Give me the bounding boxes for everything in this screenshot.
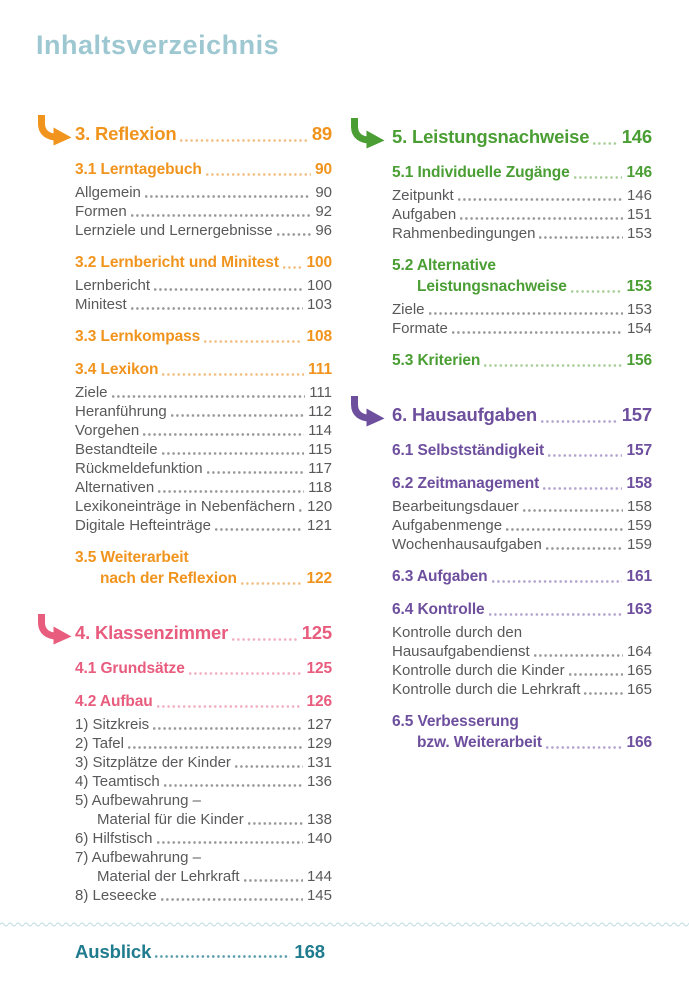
- entry-page: 153: [626, 278, 652, 295]
- toc-entry: [75, 276, 332, 295]
- entry-label: Wochenhausaufgaben: [392, 536, 542, 553]
- entry-page: 146: [626, 187, 652, 204]
- entry-label: 3.2 Lernbericht und Minitest: [75, 254, 279, 271]
- entry-label: Bearbeitungsdauer: [392, 498, 519, 515]
- dot-leader: [277, 232, 312, 237]
- dot-leader: [523, 508, 623, 513]
- dot-leader: [235, 764, 303, 769]
- toc-entry: [75, 478, 332, 497]
- entry-label: 3) Sitzplätze der Kinder: [75, 754, 231, 771]
- entry-label: 4. Klassenzimmer: [75, 622, 229, 643]
- entry-label: 3.5 Weiterarbeit: [75, 549, 189, 566]
- entry-page: 153: [626, 301, 652, 318]
- dot-leader: [189, 671, 303, 676]
- entry-label: Bestandteile: [75, 441, 158, 458]
- dot-leader: [569, 672, 623, 677]
- dot-leader: [546, 745, 623, 750]
- curved-arrow-icon: [35, 614, 72, 645]
- entry-page: 163: [626, 601, 652, 618]
- dot-leader: [539, 235, 623, 240]
- toc-entry-2line: [75, 791, 332, 829]
- entry-label: Allgemein: [75, 184, 141, 201]
- entry-label: Lernbericht: [75, 277, 151, 294]
- entry-page: 112: [308, 403, 332, 420]
- dot-leader: [571, 289, 623, 294]
- dot-leader: [584, 691, 623, 696]
- dot-leader: [574, 175, 623, 180]
- entry-label: Lernziele und Lernergebnisse: [75, 222, 273, 239]
- toc-subsection: [75, 252, 332, 273]
- dot-leader: [244, 878, 303, 883]
- toc-subsection: [392, 440, 652, 461]
- toc-subsection: [75, 359, 332, 380]
- entry-label: 6.2 Zeitmanagement: [392, 475, 540, 492]
- toc-entry: [75, 202, 332, 221]
- entry-page: 168: [294, 941, 325, 962]
- toc-subsection: [392, 473, 652, 494]
- toc-entry: [392, 680, 652, 699]
- entry-page: 153: [626, 225, 652, 242]
- toc-subsection: [75, 658, 332, 679]
- toc-entry: [75, 772, 332, 791]
- toc-entry: [392, 319, 652, 338]
- dot-leader: [157, 840, 303, 845]
- dot-leader: [299, 508, 303, 513]
- toc-subsection: [392, 350, 652, 371]
- toc-subsection-2line: [75, 547, 332, 589]
- entry-page: 90: [315, 184, 332, 201]
- entry-label: Digitale Hefteinträge: [75, 517, 211, 534]
- entry-page: 164: [626, 643, 652, 660]
- entry-page: 136: [306, 773, 332, 790]
- toc-subsection: [392, 162, 652, 183]
- entry-label: Ausblick: [75, 941, 152, 962]
- entry-page: 92: [315, 203, 332, 220]
- dot-leader: [128, 745, 303, 750]
- footer-entry: [75, 941, 325, 963]
- entry-page: 111: [308, 361, 332, 378]
- entry-page: 103: [306, 296, 332, 313]
- entry-label: 1) Sitzkreis: [75, 716, 150, 733]
- entry-page: 127: [306, 716, 332, 733]
- curved-arrow-icon: [348, 396, 385, 427]
- entry-label: Formate: [392, 320, 448, 337]
- entry-page: 90: [314, 161, 332, 178]
- entry-page: 114: [308, 422, 332, 439]
- toc-entry: [75, 221, 332, 240]
- entry-page: 118: [308, 479, 332, 496]
- entry-page: 125: [301, 622, 332, 643]
- toc-entry: [75, 440, 332, 459]
- dot-leader: [180, 138, 307, 143]
- entry-page: 154: [626, 320, 652, 337]
- dot-leader: [155, 954, 290, 959]
- toc-entry: [75, 383, 332, 402]
- entry-page: 131: [306, 754, 332, 771]
- entry-label: 6. Hausaufgaben: [392, 404, 538, 425]
- entry-label: 4.2 Aufbau: [75, 693, 153, 710]
- toc-entry: [75, 715, 332, 734]
- toc-column-right: [392, 123, 652, 753]
- entry-page: 146: [621, 126, 652, 147]
- toc-entry: [75, 183, 332, 202]
- toc-entry: [392, 497, 652, 516]
- entry-label: Ziele: [392, 301, 425, 318]
- entry-label: Aufgabenmenge: [392, 517, 503, 534]
- entry-page: 108: [306, 328, 332, 345]
- entry-label: Kontrolle durch den: [392, 624, 523, 641]
- entry-label: nach der Reflexion: [100, 570, 237, 587]
- toc-entry: [392, 300, 652, 319]
- entry-page: 96: [315, 222, 332, 239]
- entry-label: Kontrolle durch die Kinder: [392, 662, 565, 679]
- dot-leader: [534, 653, 623, 658]
- entry-label: Minitest: [75, 296, 127, 313]
- toc-entry: [75, 497, 332, 516]
- wavy-divider: [0, 920, 689, 927]
- toc-subsection: [75, 691, 332, 712]
- toc-entry: [75, 421, 332, 440]
- toc-subsection-2line: [392, 255, 652, 297]
- entry-page: 165: [626, 662, 652, 679]
- dot-leader: [593, 141, 617, 146]
- dot-leader: [164, 783, 303, 788]
- toc-entry: [75, 295, 332, 314]
- entry-page: 165: [626, 681, 652, 698]
- entry-page: 122: [306, 570, 332, 587]
- dot-leader: [145, 194, 311, 199]
- entry-label: Leistungsnachweise: [417, 278, 567, 295]
- entry-page: 158: [626, 475, 652, 492]
- entry-label: 3. Reflexion: [75, 123, 177, 144]
- entry-page: 100: [306, 277, 332, 294]
- entry-label: Formen: [75, 203, 127, 220]
- entry-page: 140: [306, 830, 332, 847]
- dot-leader: [112, 394, 306, 399]
- entry-label: 3.4 Lexikon: [75, 361, 159, 378]
- dot-leader: [157, 704, 303, 709]
- dot-leader: [548, 453, 622, 458]
- toc-entry: [392, 224, 652, 243]
- entry-page: 100: [306, 254, 332, 271]
- entry-page: 117: [308, 460, 332, 477]
- entry-label: 4) Teamtisch: [75, 773, 160, 790]
- entry-page: 161: [626, 568, 652, 585]
- entry-page: 151: [626, 206, 652, 223]
- entry-label: bzw. Weiterarbeit: [417, 734, 542, 751]
- entry-page: 146: [626, 164, 652, 181]
- dot-leader: [162, 372, 304, 377]
- entry-label: 6.5 Verbesserung: [392, 713, 519, 730]
- toc-entry: [75, 734, 332, 753]
- entry-label: 6.1 Selbstständigkeit: [392, 442, 545, 459]
- dot-leader: [207, 470, 305, 475]
- toc-entry: [392, 205, 652, 224]
- entry-page: 129: [306, 735, 332, 752]
- entry-label: 6.3 Aufgaben: [392, 568, 488, 585]
- toc-entry: [75, 402, 332, 421]
- entry-label: Heranführung: [75, 403, 167, 420]
- dot-leader: [546, 546, 623, 551]
- toc-subsection: [75, 326, 332, 347]
- entry-label: Kontrolle durch die Lehrkraft: [392, 681, 581, 698]
- entry-label: 7) Aufbewahrung –: [75, 849, 201, 866]
- entry-page: 159: [626, 536, 652, 553]
- dot-leader: [158, 489, 304, 494]
- entry-label: 2) Tafel: [75, 735, 124, 752]
- entry-label: Vorgehen: [75, 422, 140, 439]
- entry-label: 5.3 Kriterien: [392, 352, 481, 369]
- entry-label: 8) Leseecke: [75, 887, 157, 904]
- entry-label: 4.1 Grundsätze: [75, 660, 185, 677]
- toc-chapter-5: [392, 123, 652, 150]
- entry-page: 166: [626, 734, 652, 751]
- toc-entry-2line: [392, 623, 652, 661]
- toc-entry: [75, 516, 332, 535]
- entry-page: 115: [308, 441, 332, 458]
- dot-leader: [429, 311, 623, 316]
- entry-page: 156: [626, 352, 652, 369]
- dot-leader: [131, 306, 303, 311]
- toc-subsection-2line: [392, 711, 652, 753]
- toc-chapter-4: [75, 619, 332, 646]
- curved-arrow-icon: [348, 118, 385, 149]
- entry-label: Hausaufgabendienst: [392, 643, 530, 660]
- dot-leader: [131, 213, 312, 218]
- dot-leader: [143, 432, 304, 437]
- dot-leader: [458, 197, 623, 202]
- entry-label: 3.1 Lerntagebuch: [75, 161, 202, 178]
- entry-page: 157: [626, 442, 652, 459]
- toc-entry: [392, 516, 652, 535]
- entry-label: Aufgaben: [392, 206, 457, 223]
- entry-page: 145: [306, 887, 332, 904]
- entry-label: 5.2 Alternative: [392, 257, 496, 274]
- toc-entry-2line: [75, 848, 332, 886]
- entry-page: 159: [626, 517, 652, 534]
- curved-arrow-icon: [35, 115, 72, 146]
- entry-label: 6) Hilfstisch: [75, 830, 153, 847]
- dot-leader: [452, 330, 623, 335]
- entry-page: 89: [311, 123, 332, 144]
- toc-subsection: [392, 566, 652, 587]
- entry-label: 5. Leistungsnachweise: [392, 126, 590, 147]
- dot-leader: [541, 419, 618, 424]
- toc-entry: [75, 753, 332, 772]
- entry-label: Material der Lehrkraft: [97, 868, 240, 885]
- dot-leader: [484, 363, 622, 368]
- entry-page: 120: [307, 498, 333, 515]
- dot-leader: [543, 486, 622, 491]
- toc-column-left: [75, 120, 332, 905]
- entry-label: 5.1 Individuelle Zugänge: [392, 164, 570, 181]
- dot-leader: [232, 637, 298, 642]
- dot-leader: [215, 527, 303, 532]
- dot-leader: [171, 413, 304, 418]
- entry-label: Lexikoneinträge in Nebenfächern: [75, 498, 296, 515]
- toc-subsection: [392, 599, 652, 620]
- dot-leader: [206, 172, 311, 177]
- entry-label: 3.3 Lernkompass: [75, 328, 201, 345]
- page-title: Inhaltsverzeichnis: [36, 30, 280, 60]
- toc-entry: [392, 535, 652, 554]
- toc-entry: [392, 186, 652, 205]
- entry-page: 121: [306, 517, 332, 534]
- entry-page: 138: [306, 811, 332, 828]
- dot-leader: [506, 527, 623, 532]
- entry-page: 126: [306, 693, 332, 710]
- toc-subsection: [75, 159, 332, 180]
- entry-label: Rahmenbedingungen: [392, 225, 536, 242]
- entry-label: Ziele: [75, 384, 108, 401]
- dot-leader: [153, 726, 303, 731]
- toc-chapter-6: [392, 401, 652, 428]
- dot-leader: [283, 265, 303, 270]
- entry-label: 5) Aufbewahrung –: [75, 792, 201, 809]
- dot-leader: [489, 612, 623, 617]
- toc-entry: [75, 459, 332, 478]
- dot-leader: [241, 581, 303, 586]
- toc-entry: [75, 886, 332, 905]
- entry-page: 157: [621, 404, 652, 425]
- dot-leader: [162, 451, 305, 456]
- entry-label: Zeitpunkt: [392, 187, 454, 204]
- entry-label: 6.4 Kontrolle: [392, 601, 485, 618]
- entry-label: Alternativen: [75, 479, 155, 496]
- entry-page: 125: [306, 660, 332, 677]
- dot-leader: [161, 897, 303, 902]
- toc-entry: [392, 661, 652, 680]
- entry-page: 111: [309, 384, 332, 401]
- toc-chapter-3: [75, 120, 332, 147]
- dot-leader: [204, 339, 302, 344]
- entry-label: Material für die Kinder: [97, 811, 244, 828]
- dot-leader: [460, 216, 623, 221]
- entry-page: 144: [306, 868, 332, 885]
- dot-leader: [248, 821, 303, 826]
- entry-label: Rückmeldefunktion: [75, 460, 203, 477]
- dot-leader: [154, 287, 303, 292]
- entry-page: 158: [626, 498, 652, 515]
- toc-entry: [75, 829, 332, 848]
- dot-leader: [492, 579, 623, 584]
